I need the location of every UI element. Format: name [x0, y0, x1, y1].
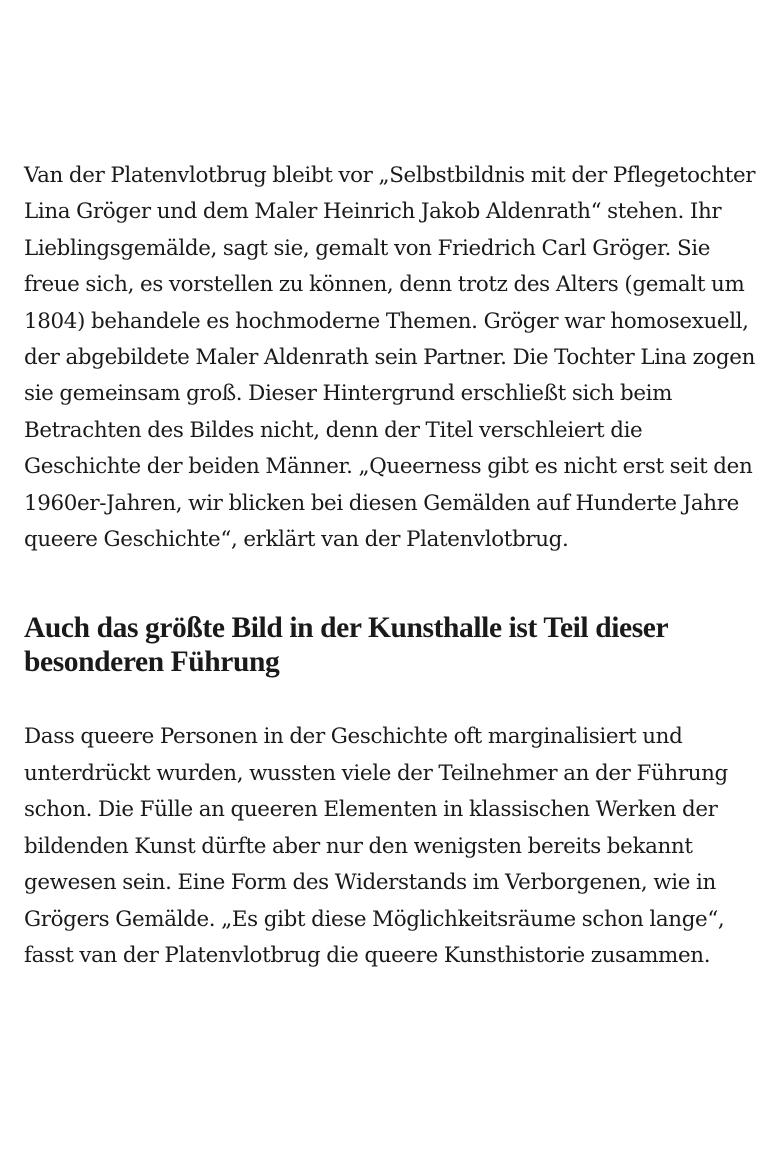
- article-body: [24, 158, 758, 974]
- article-paragraph: Dass queere Personen in der Geschichte oft marginalisiert und unterdrückt wurden, wussten viele der Teilnehmer an der Führung schon. Die Fülle an queeren Elementen in klassischen Werken der bildenden Kunst dürfte aber nur den wenigsten bereits bekannt gewesen sein. Eine Form des Widerstands im Verborgenen, wie in Grögers Gemälde. „Es gibt diese Möglichkeitsräume schon lange“, fasst van der Platenvlotbrug die queere Kunsthistorie zusammen.: [24, 724, 728, 968]
- section-heading: Auch das größte Bild in der Kunsthalle ist Teil dieser besonderen Führung: [24, 612, 668, 679]
- article-paragraph: Van der Platenvlotbrug bleibt vor „Selbstbildnis mit der Pflegetochter Lina Gröger und dem Maler Heinrich Jakob Aldenrath“ stehen. Ihr Lieblingsgemälde, sagt sie, gemalt von Friedrich Carl Gröger. Sie freue sich, es vorstellen zu können, denn trotz des Alters (gemalt um 1804) behandele es hochmoderne Themen. Gröger war homosexuell, der abgebildete Maler Aldenrath sein Partner. Die Tochter Lina zogen sie gemeinsam groß. Dieser Hintergrund erschließt sich beim Betrachten des Bildes nicht, denn der Titel verschleiert die Geschichte der beiden Männer. „Queerness gibt es nicht erst seit den 1960er-Jahren, wir blicken bei diesen Gemälden auf Hunderte Jahre queere Geschichte“, erklärt van der Platenvlotbrug.: [24, 163, 756, 553]
